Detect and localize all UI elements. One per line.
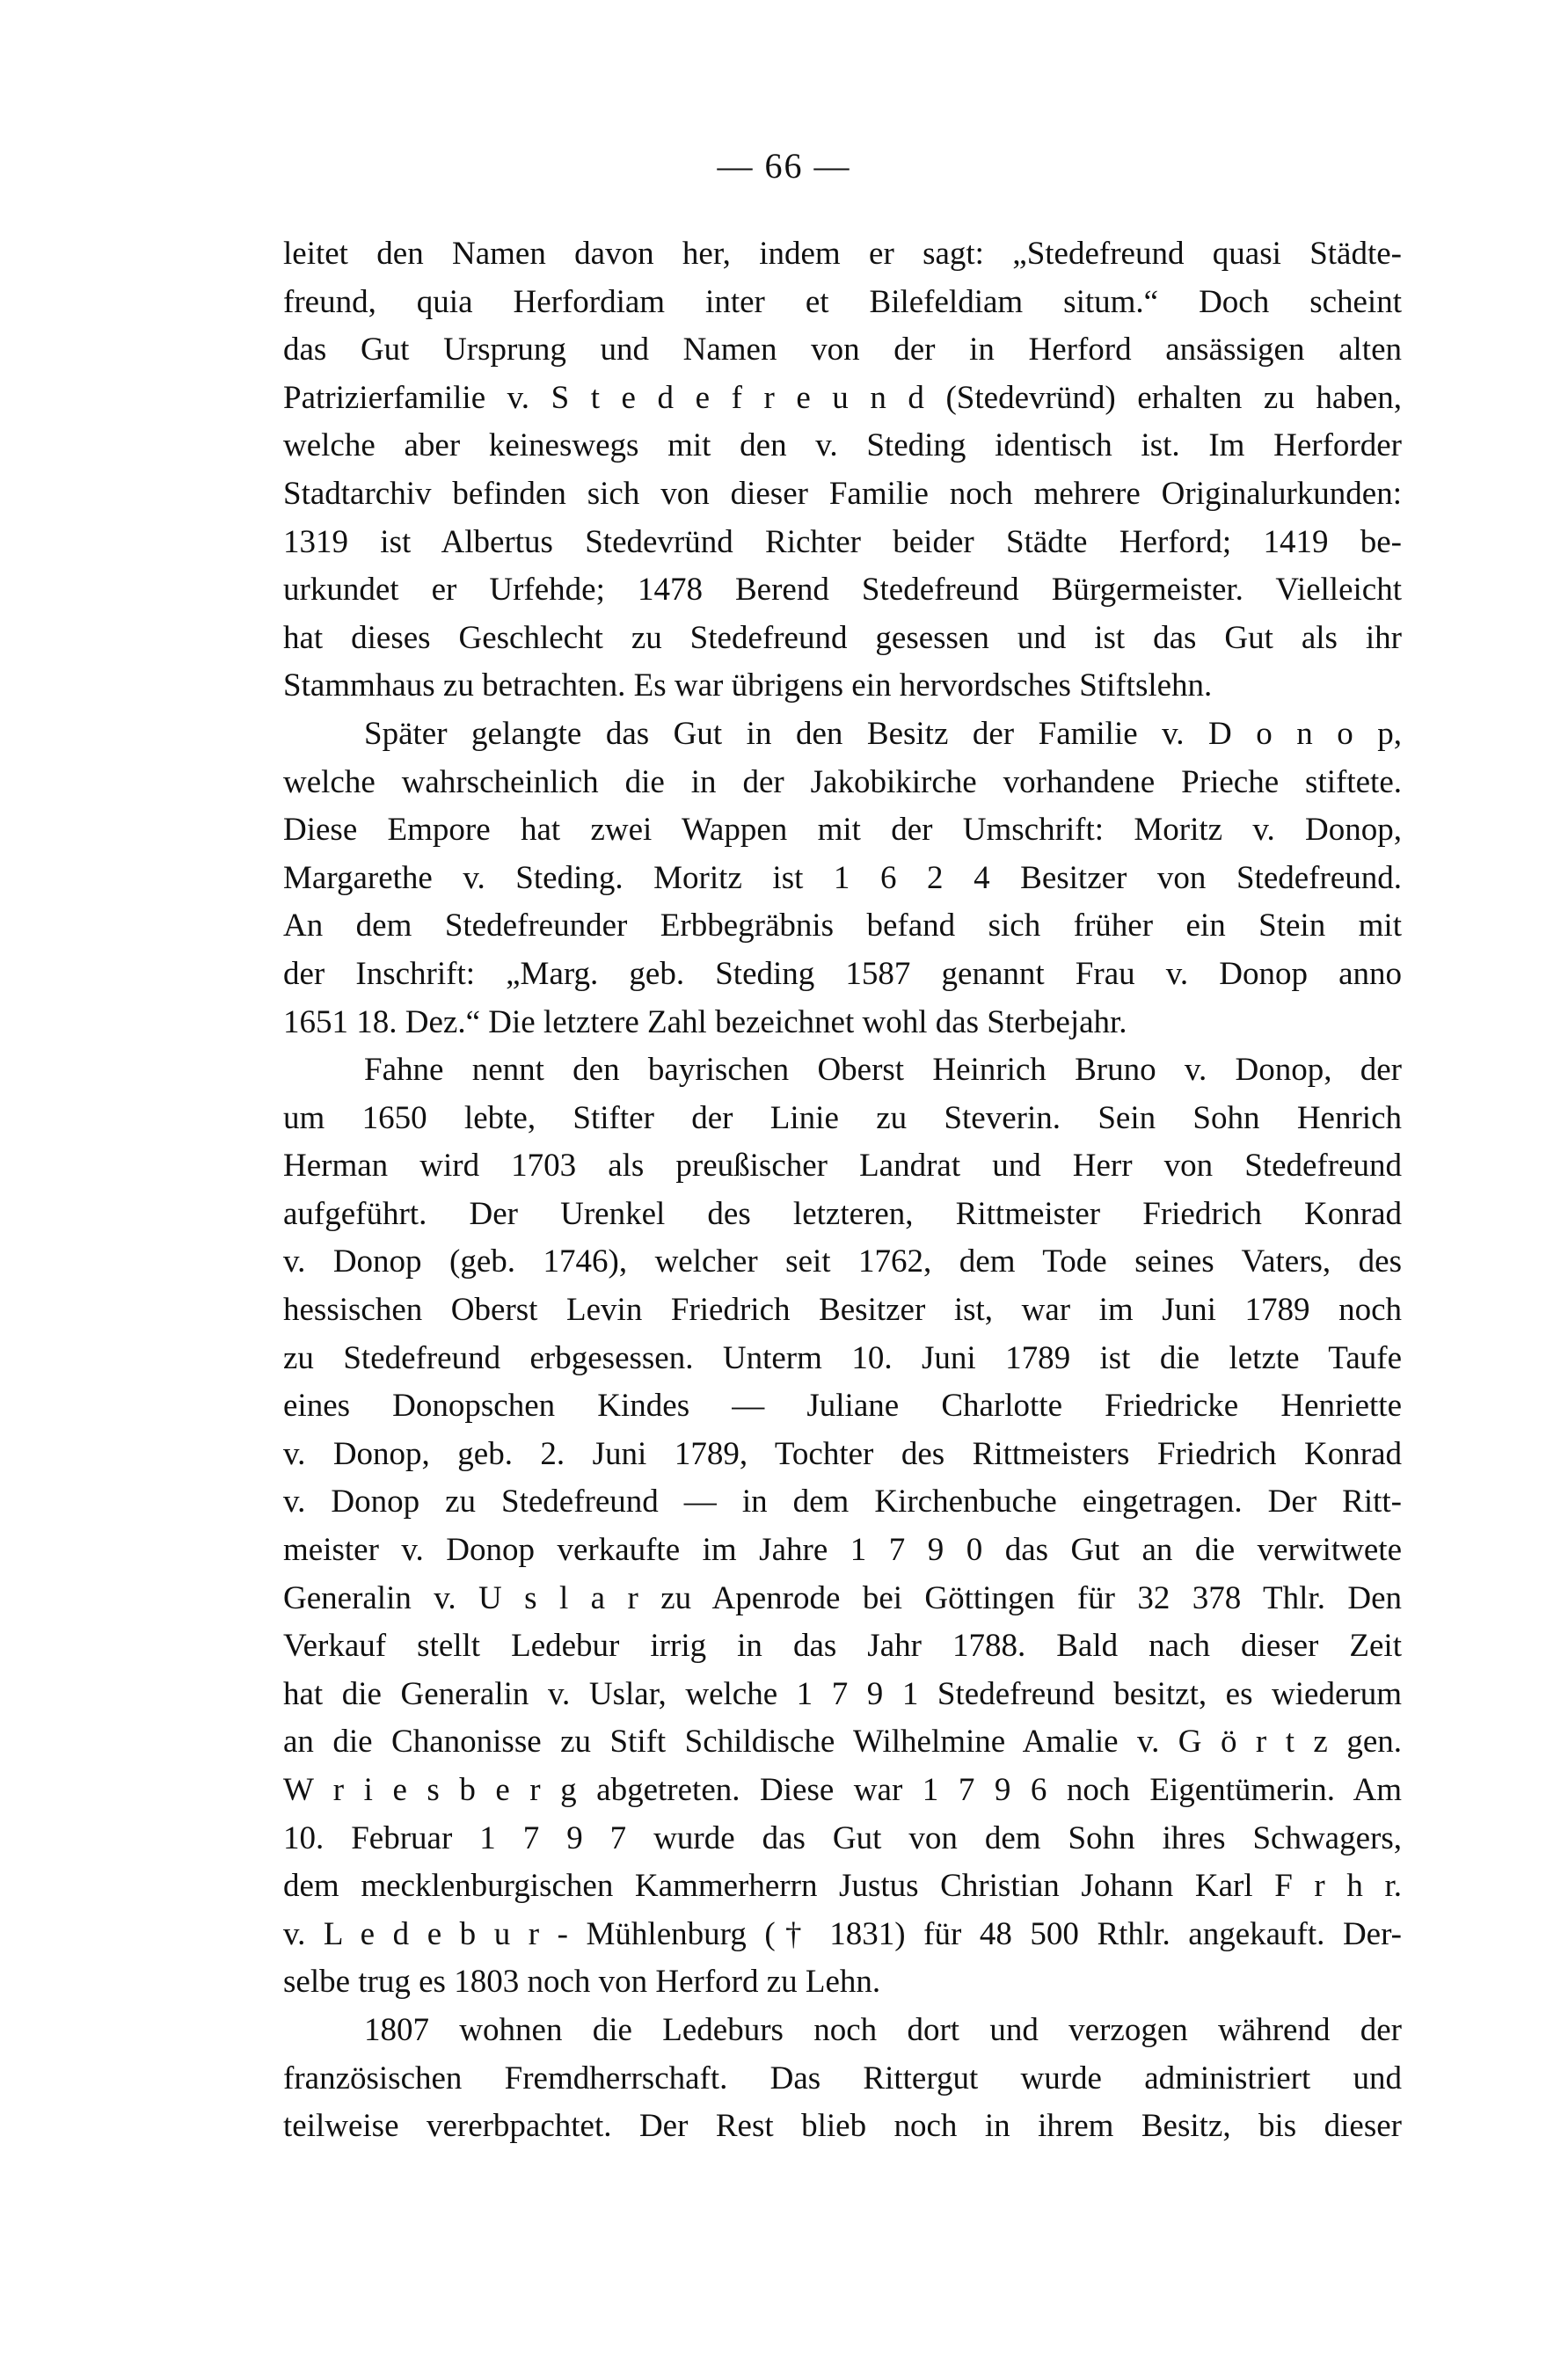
text-line: teilweise vererbpachtet. Der Rest blieb noch in ihrem Besitz, bis dieser: [283, 2108, 1402, 2145]
text-line: Verkauf stellt Ledebur irrig in das Jahr 1788. Bald nach dieser Zeit: [283, 1628, 1402, 1665]
text-line: dem mecklenburgischen Kammerherrn Justus Christian Johann Karl F r h r.: [283, 1868, 1402, 1905]
text-line: Stadtarchiv befinden sich von dieser Familie noch mehrere Originalurkunden:: [283, 475, 1402, 512]
text-line: aufgeführt. Der Urenkel des letzteren, Rittmeister Friedrich Konrad: [283, 1195, 1402, 1232]
text-line: das Gut Ursprung und Namen von der in Herford ansässigen alten: [283, 332, 1402, 368]
text-line: selbe trug es 1803 noch von Herford zu Lehn.: [283, 1964, 881, 2001]
page-number: — 66 —: [717, 146, 851, 186]
text-line: Generalin v. U s l a r zu Apenrode bei Göttingen für 32 378 Thlr. Den: [283, 1579, 1402, 1616]
text-line: hat die Generalin v. Uslar, welche 1 7 9 1 Stedefreund besitzt, es wiederum: [283, 1675, 1402, 1712]
text-line: An dem Stedefreunder Erbbegräbnis befand sich früher ein Stein mit: [283, 908, 1402, 944]
text-line: welche aber keineswegs mit den v. Steding identisch ist. Im Herforder: [283, 427, 1402, 464]
text-line: urkundet er Urfehde; 1478 Berend Stedefreund Bürgermeister. Vielleicht: [283, 572, 1402, 609]
text-line: Patrizierfamilie v. S t e d e f r e u n d (Stedevründ) erhalten zu haben,: [283, 379, 1402, 416]
text-line: der Inschrift: „Marg. geb. Steding 1587 genannt Frau v. Donop anno: [283, 955, 1402, 992]
text-line: Herman wird 1703 als preußischer Landrat und Herr von Stedefreund: [283, 1148, 1402, 1185]
text-line: eines Donopschen Kindes — Juliane Charlotte Friedricke Henriette: [283, 1388, 1402, 1425]
text-line: französischen Fremdherrschaft. Das Rittergut wurde administriert und: [283, 2060, 1402, 2096]
text-line: 1319 ist Albertus Stedevründ Richter beider Städte Herford; 1419 be-: [283, 523, 1402, 560]
text-line: Später gelangte das Gut in den Besitz der Familie v. D o n o p,: [364, 715, 1402, 752]
text-line: W r i e s b e r g abgetreten. Diese war 1 7 9 6 noch Eigentümerin. Am: [283, 1772, 1402, 1808]
text-line: Diese Empore hat zwei Wappen mit der Umschrift: Moritz v. Donop,: [283, 812, 1402, 849]
text-line: v. Donop, geb. 2. Juni 1789, Tochter des Rittmeisters Friedrich Konrad: [283, 1435, 1402, 1472]
text-line: 10. Februar 1 7 9 7 wurde das Gut von dem Sohn ihres Schwagers,: [283, 1819, 1402, 1856]
text-line: freund, quia Herfordiam inter et Bilefeldiam situm.“ Doch scheint: [283, 283, 1402, 320]
text-line: Margarethe v. Steding. Moritz ist 1 6 2 4 Besitzer von Stedefreund.: [283, 859, 1402, 896]
text-line: 1807 wohnen die Ledeburs noch dort und verzogen während der: [364, 2011, 1402, 2048]
text-line: v. L e d e b u r - Mühlenburg († 1831) für 48 500 Rthlr. angekauft. Der-: [283, 1915, 1402, 1952]
text-line: meister v. Donop verkaufte im Jahre 1 7 9 0 das Gut an die verwitwete: [283, 1532, 1402, 1569]
text-line: um 1650 lebte, Stifter der Linie zu Steverin. Sein Sohn Henrich: [283, 1099, 1402, 1136]
text-line: Stammhaus zu betrachten. Es war übrigens ein hervordsches Stiftslehn.: [283, 667, 1213, 704]
text-line: Fahne nennt den bayrischen Oberst Heinrich Bruno v. Donop, der: [364, 1052, 1402, 1089]
text-line: an die Chanonisse zu Stift Schildische Wilhelmine Amalie v. G ö r t z gen.: [283, 1724, 1402, 1761]
text-line: 1651 18. Dez.“ Die letztere Zahl bezeichnet wohl das Sterbejahr.: [283, 1003, 1127, 1040]
text-line: v. Donop (geb. 1746), welcher seit 1762, dem Tode seines Vaters, des: [283, 1243, 1402, 1280]
text-line: zu Stedefreund erbgesessen. Unterm 10. Juni 1789 ist die letzte Taufe: [283, 1339, 1402, 1376]
text-line: hat dieses Geschlecht zu Stedefreund gesessen und ist das Gut als ihr: [283, 619, 1402, 656]
text-line: v. Donop zu Stedefreund — in dem Kirchenbuche eingetragen. Der Ritt-: [283, 1484, 1402, 1520]
text-line: hessischen Oberst Levin Friedrich Besitzer ist, war im Juni 1789 noch: [283, 1292, 1402, 1329]
text-line: leitet den Namen davon her, indem er sagt: „Stedefreund quasi Städte-: [283, 236, 1402, 272]
body-text: [283, 230, 1402, 2151]
text-line: welche wahrscheinlich die in der Jakobikirche vorhandene Prieche stiftete.: [283, 763, 1402, 800]
